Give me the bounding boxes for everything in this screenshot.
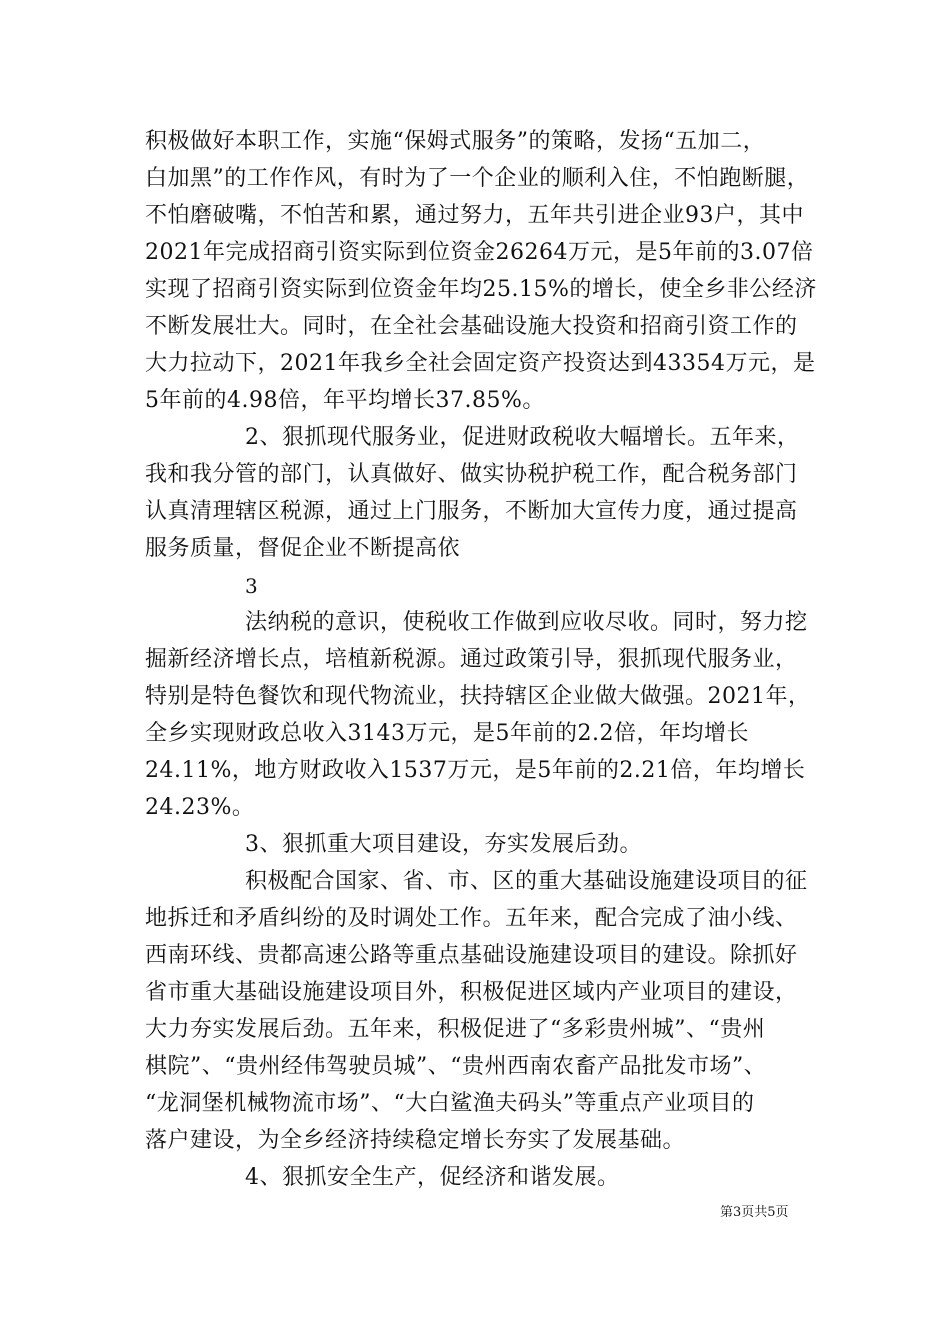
body-line: 24.23%。 [145,795,255,820]
body-line: 24.11%，地方财政收入1537万元，是5年前的2.21倍，年均增长 [145,758,806,783]
body-line: 掘新经济增长点，培植新税源。通过政策引导，狠抓现代服务业， [145,647,798,672]
body-line: 法纳税的意识，使税收工作做到应收尽收。同时，努力挖 [245,610,808,635]
section-heading: 4、狠抓安全生产，促经济和谐发展。 [245,1165,620,1190]
page-footer: 第3页共5页 [720,1205,789,1220]
section-heading: 2、狠抓现代服务业，促进财政税收大幅增长。五年来， [245,425,800,450]
body-line: 不怕磨破嘴，不怕苦和累，通过努力，五年共引进企业93户，其中 [145,203,804,228]
body-line: 2021年完成招商引资实际到位资金26264万元，是5年前的3.07倍 [145,240,814,265]
body-line: 落户建设，为全乡经济持续稳定增长夯实了发展基础。 [145,1128,686,1153]
body-line: 特别是特色餐饮和现代物流业，扶持辖区企业做大做强。2021年， [145,684,811,709]
body-line: 大力夯实发展后劲。五年来，积极促进了“多彩贵州城”、“贵州 [145,1017,766,1042]
body-line: 全乡实现财政总收入3143万元，是5年前的2.2倍，年均增长 [145,721,749,746]
page-number-inline: 3 [245,574,259,598]
body-line: “龙洞堡机械物流市场”、“大白鲨渔夫码头”等重点产业项目的 [145,1091,755,1116]
body-line: 5年前的4.98倍，年平均增长37.85%。 [145,388,545,413]
body-line: 白加黑”的工作作风，有时为了一个企业的顺利入住，不怕跑断腿， [145,166,810,191]
body-line: 服务质量，督促企业不断提高依 [145,536,461,561]
section-heading: 3、狠抓重大项目建设，夯实发展后劲。 [245,832,642,857]
body-line: 认真清理辖区税源，通过上门服务，不断加大宣传力度，通过提高 [145,499,798,524]
body-line: 不断发展壮大。同时，在全社会基础设施大投资和招商引资工作的 [145,314,798,339]
body-line: 西南环线、贵都高速公路等重点基础设施建设项目的建设。除抓好 [145,943,798,968]
body-line: 地拆迁和矛盾纠纷的及时调处工作。五年来，配合完成了油小线、 [145,906,798,931]
body-line: 省市重大基础设施建设项目外，积极促进区域内产业项目的建设， [145,980,798,1005]
body-line: 我和我分管的部门，认真做好、做实协税护税工作，配合税务部门 [145,462,798,487]
body-line: 积极配合国家、省、市、区的重大基础设施建设项目的征 [245,869,808,894]
body-line: 棋院”、“贵州经伟驾驶员城”、“贵州西南农畜产品批发市场”、 [145,1054,767,1079]
body-line: 大力拉动下，2021年我乡全社会固定资产投资达到43354万元，是 [145,351,816,376]
body-line: 积极做好本职工作，实施“保姆式服务”的策略，发扬“五加二， [145,129,766,154]
body-line: 实现了招商引资实际到位资金年均25.15%的增长，使全乡非公经济 [145,277,817,302]
